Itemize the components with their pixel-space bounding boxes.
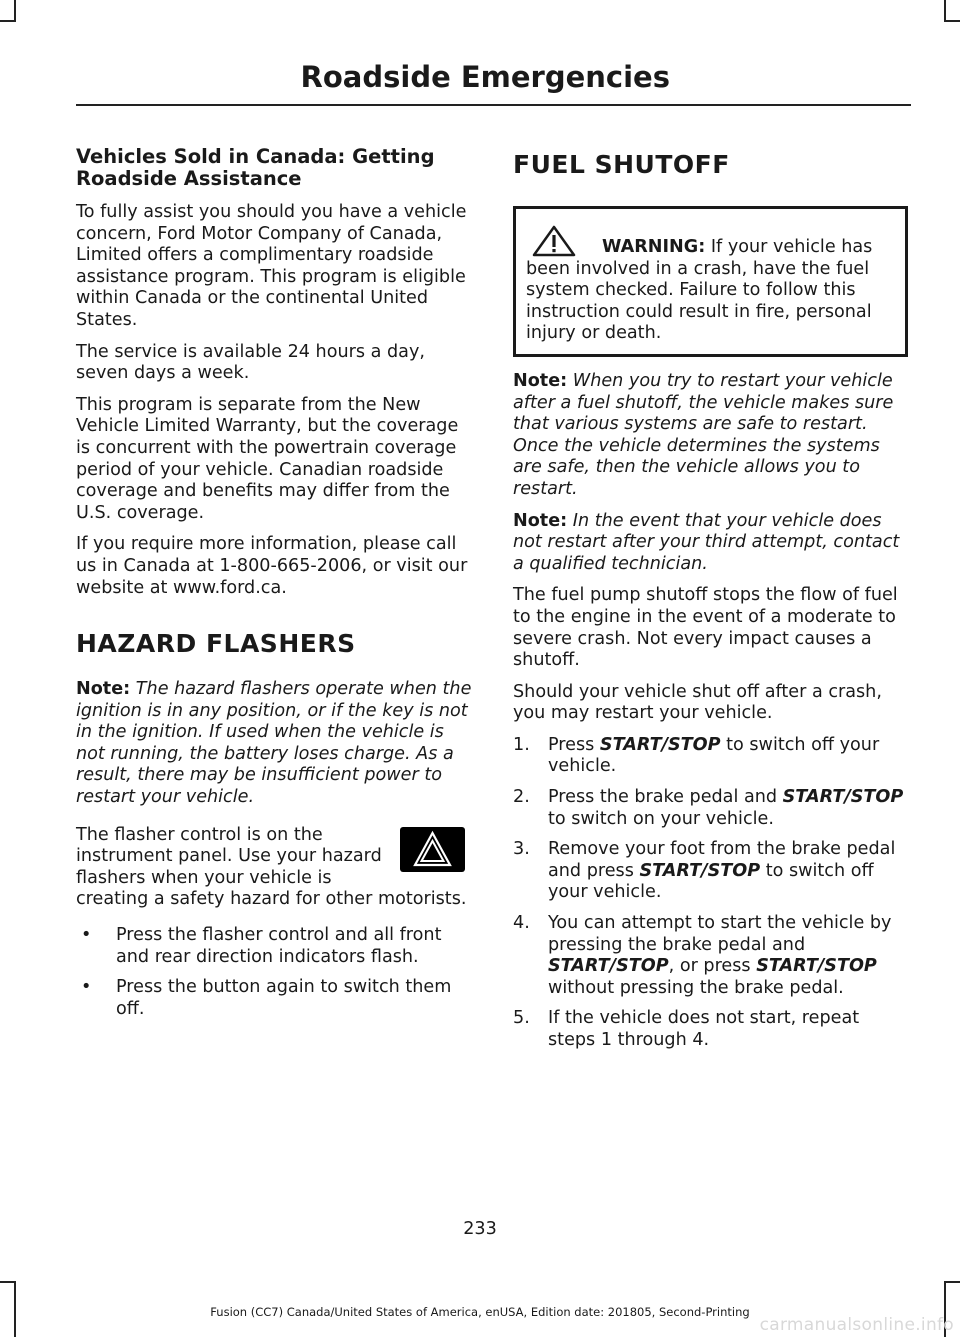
step-text: to switch on your vehicle. — [548, 808, 774, 829]
note-text: In the event that your vehicle does not restart after your third attempt, contact a qualified technician. — [513, 510, 900, 574]
step-number: 4. — [513, 913, 530, 934]
header-divider — [76, 104, 911, 106]
step-text: Remove your foot from the brake pedal and press — [548, 839, 896, 881]
list-item — [513, 839, 908, 904]
paragraph: The service is available 24 hours a day, seven days a week. — [76, 341, 425, 384]
keyword: START/STOP — [639, 860, 761, 881]
list-item-text: Press the flasher control and all front and rear direction indicators flash. — [116, 925, 442, 967]
step-text: without pressing the brake pedal. — [548, 977, 844, 998]
note-text: The hazard flashers operate when the ignition is in any position, or if the key is not in the ignition. If used when the vehicle is not running, the battery loses charge. As a result, there may be insufficient power to restart your vehicle. — [76, 679, 472, 808]
paragraph: Should your vehicle shut off after a crash, you may restart your vehicle. — [513, 681, 882, 724]
edition-footer: Fusion (CC7) Canada/United States of America, enUSA, Edition date: 201805, Second-Printing — [210, 1305, 750, 1319]
right-column — [513, 146, 908, 1061]
step-text: Press — [548, 734, 600, 755]
step-number: 5. — [513, 1008, 530, 1029]
step-text: , or press — [668, 956, 757, 977]
step-text: If the vehicle does not start, repeat steps 1 through 4. — [548, 1008, 860, 1050]
note — [76, 679, 475, 809]
watermark: carmanualsonline.info — [759, 1315, 954, 1335]
left-column — [76, 146, 475, 1029]
keyword: START/STOP — [599, 734, 721, 755]
hazard-bullet-list — [76, 925, 475, 1020]
list-item — [76, 977, 475, 1020]
list-item — [513, 1008, 908, 1051]
list-item — [513, 913, 908, 999]
note-text: When you try to restart your vehicle after a fuel shutoff, the vehicle makes sure that various systems are safe to restart. Once the vehicle determines the systems are safe, then the vehicle allows you to restart. — [513, 370, 894, 499]
list-item — [76, 925, 475, 968]
crop-mark — [14, 0, 16, 22]
warning-label: WARNING: — [602, 237, 706, 257]
page-title: Roadside Emergencies — [300, 60, 670, 94]
step-text: Press the brake pedal and — [548, 787, 783, 808]
crop-mark — [944, 0, 946, 22]
paragraph: The fuel pump shutoff stops the flow of fuel to the engine in the event of a moderate to severe crash. Not every impact causes a shutoff. — [513, 585, 898, 671]
warning-box — [513, 206, 908, 357]
bullet-glyph: • — [81, 977, 92, 998]
heading-fuel-shutoff: FUEL SHUTOFF — [513, 150, 730, 179]
note-label: Note: — [76, 679, 131, 700]
note-label: Note: — [513, 370, 568, 391]
crop-mark — [944, 20, 960, 22]
heading-hazard-flashers: HAZARD FLASHERS — [76, 629, 356, 659]
step-text: to switch off your vehicle. — [548, 734, 880, 777]
step-number: 1. — [513, 734, 530, 755]
hazard-description: The flasher control is on the instrument panel. Use your hazard flashers when your vehicle is creating a safety hazard for other motorists. — [76, 824, 467, 910]
warning-triangle-icon — [530, 225, 578, 257]
list-item-text: Press the button again to switch them off. — [116, 977, 452, 1019]
crop-mark — [0, 1281, 16, 1283]
bullet-glyph: • — [81, 925, 92, 946]
paragraph: This program is separate from the New Vehicle Limited Warranty, but the coverage is concurrent with the powertrain coverage period of your vehicle. Canadian roadside coverage and benefits may differ from the U.S. coverage. — [76, 394, 459, 523]
paragraph: If you require more information, please call us in Canada at 1-800-665-2006, or visit our website at www.ford.ca. — [76, 534, 468, 598]
warning-text: If your vehicle has been involved in a crash, have the fuel system checked. Failure to follow this instruction could result in fire, personal injury or death. — [526, 237, 873, 344]
crop-mark — [0, 20, 16, 22]
step-number: 2. — [513, 787, 530, 808]
heading-canada-assistance: Vehicles Sold in Canada: Getting Roadside Assistance — [76, 145, 435, 190]
warning-paragraph — [526, 237, 891, 345]
crop-mark — [944, 1281, 960, 1283]
hazard-section — [76, 825, 475, 911]
note — [513, 371, 908, 501]
note-label: Note: — [513, 510, 568, 531]
paragraph: To fully assist you should you have a vehicle concern, Ford Motor Company of Canada, Limited offers a complimentary roadside assistance program. This program is eligible within Canada or the continental United States. — [76, 202, 467, 330]
step-text: to switch off your vehicle. — [548, 860, 874, 903]
list-item — [513, 735, 908, 778]
keyword: START/STOP — [782, 787, 904, 808]
restart-steps-list — [513, 735, 908, 1052]
keyword: START/STOP — [756, 956, 877, 977]
page-number: 233 — [463, 1219, 497, 1239]
list-item — [513, 787, 908, 830]
note — [513, 511, 908, 576]
hazard-warning-icon — [400, 827, 465, 872]
step-number: 3. — [513, 839, 530, 860]
step-text: You can attempt to start the vehicle by pressing the brake pedal and — [548, 913, 892, 955]
keyword: START/STOP — [548, 956, 669, 977]
